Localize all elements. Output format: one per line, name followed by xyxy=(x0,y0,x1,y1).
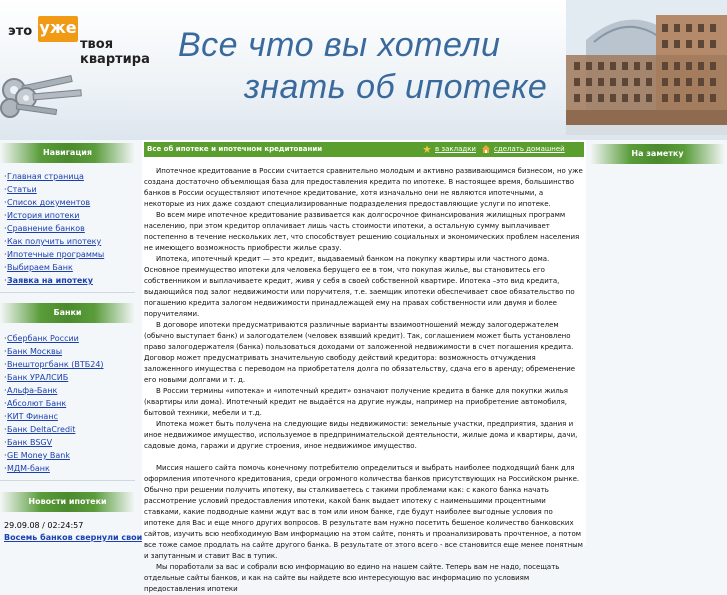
nav-link-history[interactable]: История ипотеки xyxy=(7,211,80,220)
article-paragraph: Ипотека может быть получена на следующие виды недвижимости: земельные участки, предприятия, здания и иное недвижимое имущество, используемое в предпринимательской деятельности, жилые дома и квартиры, дачи, садовые дома, гаражи и другие строения, иное недвижимое имущество. xyxy=(144,420,578,450)
logo-text-tvoya: твоя xyxy=(80,37,114,52)
slogan-line-2: знать об ипотеке xyxy=(244,68,548,106)
nav-link-articles[interactable]: Статьи xyxy=(7,185,37,194)
article-paragraph: Во всем мире ипотечное кредитование развивается как долгосрочное финансирования жилищных программ населению, при этом кредитор оплачивает лишь часть стоимости ипотеки, а остальную сумму выплачивает постепенно в течение нескольких лет, что способствует решению социальных и экономических проблем населения не имеющего возможность приобрести жилье сразу. xyxy=(144,211,580,252)
note-header xyxy=(590,144,725,164)
bank-item: ·Банк Москвы xyxy=(4,347,63,356)
bank-link-ge-money[interactable]: GE Money Bank xyxy=(7,451,70,460)
keys-logo-icon xyxy=(0,40,90,120)
nav-link-compare-banks[interactable]: Сравнение банков xyxy=(7,224,85,233)
bank-link-absolut[interactable]: Абсолют Банк xyxy=(7,399,67,408)
bank-item: ·GE Money Bank xyxy=(4,451,70,460)
article-paragraph: Ипотечное кредитование в России считается сравнительно молодым и активно развивающимся бизнесом, но уже создана достаточно объемлющая база для предоставления кредита по ипотеке. В настоящее время, большинство банков в России осуществляют ипотечное кредитование, хотя изначально они не являются ипотечными, а некоторые из них даже создают специализированные подразделения предоставляющие услуги по ипотеке. xyxy=(144,167,583,208)
bank-link-bsgv[interactable]: Банк BSGV xyxy=(7,438,53,447)
main-title: Все об ипотеке и ипотечном кредитовании xyxy=(147,145,323,153)
nav-link-how-to-get[interactable]: Как получить ипотеку xyxy=(7,237,102,246)
logo-text-uzhe: уже xyxy=(38,16,78,42)
building-image xyxy=(566,0,727,135)
nav-link-home[interactable]: Главная страница xyxy=(7,172,84,181)
nav-item: ·Выбираем Банк xyxy=(4,263,73,272)
nav-link-choose-bank[interactable]: Выбираем Банк xyxy=(7,263,73,272)
bank-link-vtb24[interactable]: Внешторгбанк (ВТБ24) xyxy=(7,360,104,369)
article-paragraph: В России термины «ипотека» и «ипотечный кредит» означают получение кредита в банке для покупки жилья (квартиры или дома). Ипотечный кредит не выдаётся на другие нужды, например на приобретение автомобиля, бытовой техники, мебели и т.д. xyxy=(144,387,569,417)
banks-list xyxy=(4,332,104,475)
sidebar-divider xyxy=(0,480,135,481)
nav-link-documents[interactable]: Список документов xyxy=(7,198,91,207)
bank-item: ·Абсолют Банк xyxy=(4,399,67,408)
main-title-bar xyxy=(144,142,584,157)
bank-item: ·МДМ-банк xyxy=(4,464,50,473)
bank-item: ·Банк DeltaCredit xyxy=(4,425,76,434)
article-paragraph: Миссия нашего сайта помочь конечному потребителю определиться и выбрать наиболее подходящий банк для оформления ипотечного кредитования, среди огромного количества банков присутствующих на Российском рынке. Обычно при решении получить ипотеку, вы сталкиваетесь с такими проблемами как: с какого банка начать рассмотрение условий предоставления ипотеки, какой банк выдает ипотеку с наименьшими процентными ставками, какие подводные камни ждут вас в том или ином банке, где будут наиболее выгодные условия по ипотеке для Вас и еще много других вопросов. В результате вам нужно посетить бешеное количество банковских сайтов, изучить всю необходимую Вам информацию на этом сайте, понять и проанализировать прочтенное, а потом все тоже самое продлать на сайте другого банка. В результате от этого всего - все становится еще менее понятным и запутанным и ставит Вас в тупик. xyxy=(144,464,583,560)
bank-link-mdm[interactable]: МДМ-банк xyxy=(7,464,50,473)
nav-item: ·Сравнение банков xyxy=(4,224,85,233)
news-headline-link[interactable]: Восемь банков свернули свои xyxy=(4,533,143,542)
news-header xyxy=(0,492,135,512)
site-header xyxy=(0,0,727,140)
bank-link-uralsib[interactable]: Банк УРАЛСИБ xyxy=(7,373,69,382)
bank-item: ·Банк УРАЛСИБ xyxy=(4,373,69,382)
nav-item: ·История ипотеки xyxy=(4,211,80,220)
bank-link-bank-moskvy[interactable]: Банк Москвы xyxy=(7,347,63,356)
nav-header xyxy=(0,143,135,163)
banks-header xyxy=(0,303,135,323)
nav-list xyxy=(4,170,104,287)
bank-item: ·Альфа-Банк xyxy=(4,386,58,395)
make-homepage-link[interactable]: сделать домашней xyxy=(494,145,565,153)
bank-link-alfa[interactable]: Альфа-Банк xyxy=(7,386,58,395)
article-paragraph: Ипотека, ипотечный кредит — это кредит, выдаваемый банком на покупку квартиры или частного дома. Основное преимущество ипотеки для человека берущего ее в том, что покупая жилье, вы становитесь его собственником и выплачиваете кредит, живя у себя в своей собственной квартире. Ипотека –это вид кредита, выдающийся под залог недвижимости или поручителя, т.е. заемщик ипотеки обеспечивает свое обязательство по погашению кредита залогом недвижимости принадлежащей ему на правах собственности или двумя и более поручителями. xyxy=(144,255,575,318)
article-paragraph: В договоре ипотеки предусматриваются различные варианты взаимоотношений между залогодержателем (обычно выступает банк) и залогодателем (человек взявший кредит). Так, соглашением может быть установлено право залогодержателя (банка) пользоваться доходами от заложенной недвижимости в счет погашения кредита. Договор может предусматривать значительную свободу действий кредитора: возможность отчуждения заложенного имущества с переводом на приобретателя долга по обязательству, сдача его в аренду; обременение его новыми долгами и т. д. xyxy=(144,321,576,384)
nav-item: ·Ипотечные программы xyxy=(4,250,105,259)
nav-title: Навигация xyxy=(42,148,92,157)
logo-text-eto: это xyxy=(8,24,33,39)
paragraph-gap xyxy=(144,452,584,463)
news-title-heading: Новости ипотеки xyxy=(28,497,107,506)
logo-text-kvartira: квартира xyxy=(80,52,150,67)
nav-item: ·Главная страница xyxy=(4,172,84,181)
bookmark-icon[interactable] xyxy=(423,145,431,153)
note-title: На заметку xyxy=(631,149,684,158)
nav-item: ·Как получить ипотеку xyxy=(4,237,102,246)
bank-link-deltacredit[interactable]: Банк DeltaCredit xyxy=(7,425,76,434)
home-icon[interactable] xyxy=(482,145,490,153)
bank-item: ·Внешторгбанк (ВТБ24) xyxy=(4,360,104,369)
bank-link-kit-finans[interactable]: КИТ Финанс xyxy=(7,412,58,421)
nav-link-programs[interactable]: Ипотечные программы xyxy=(7,250,105,259)
article-paragraph: Мы поработали за вас и собрали всю информацию во едино на нашем сайте. Теперь вам не надо, посещать отдельные сайты банков, и как на сайте вы найдете всю интересующую вас информацию по условиям предоставления ипотеки xyxy=(144,563,560,593)
slogan-line-1: Все что вы хотели xyxy=(178,26,501,64)
news-date: 29.09.08 / 02:24:57 xyxy=(4,521,84,530)
nav-item: ·Список документов xyxy=(4,198,91,207)
nav-item: ·Заявка на ипотеку xyxy=(4,276,93,285)
sidebar-divider xyxy=(0,292,135,293)
banks-title: Банки xyxy=(53,308,82,317)
nav-item: ·Статьи xyxy=(4,185,37,194)
nav-link-application[interactable]: Заявка на ипотеку xyxy=(7,276,93,285)
bank-item: ·КИТ Финанс xyxy=(4,412,58,421)
main-content xyxy=(142,140,586,593)
bank-link-sberbank[interactable]: Сбербанк России xyxy=(7,334,79,343)
bank-item: ·Банк BSGV xyxy=(4,438,53,447)
bookmark-link[interactable]: в закладки xyxy=(435,145,476,153)
article-body xyxy=(144,166,584,595)
bank-item: ·Сбербанк России xyxy=(4,334,79,343)
